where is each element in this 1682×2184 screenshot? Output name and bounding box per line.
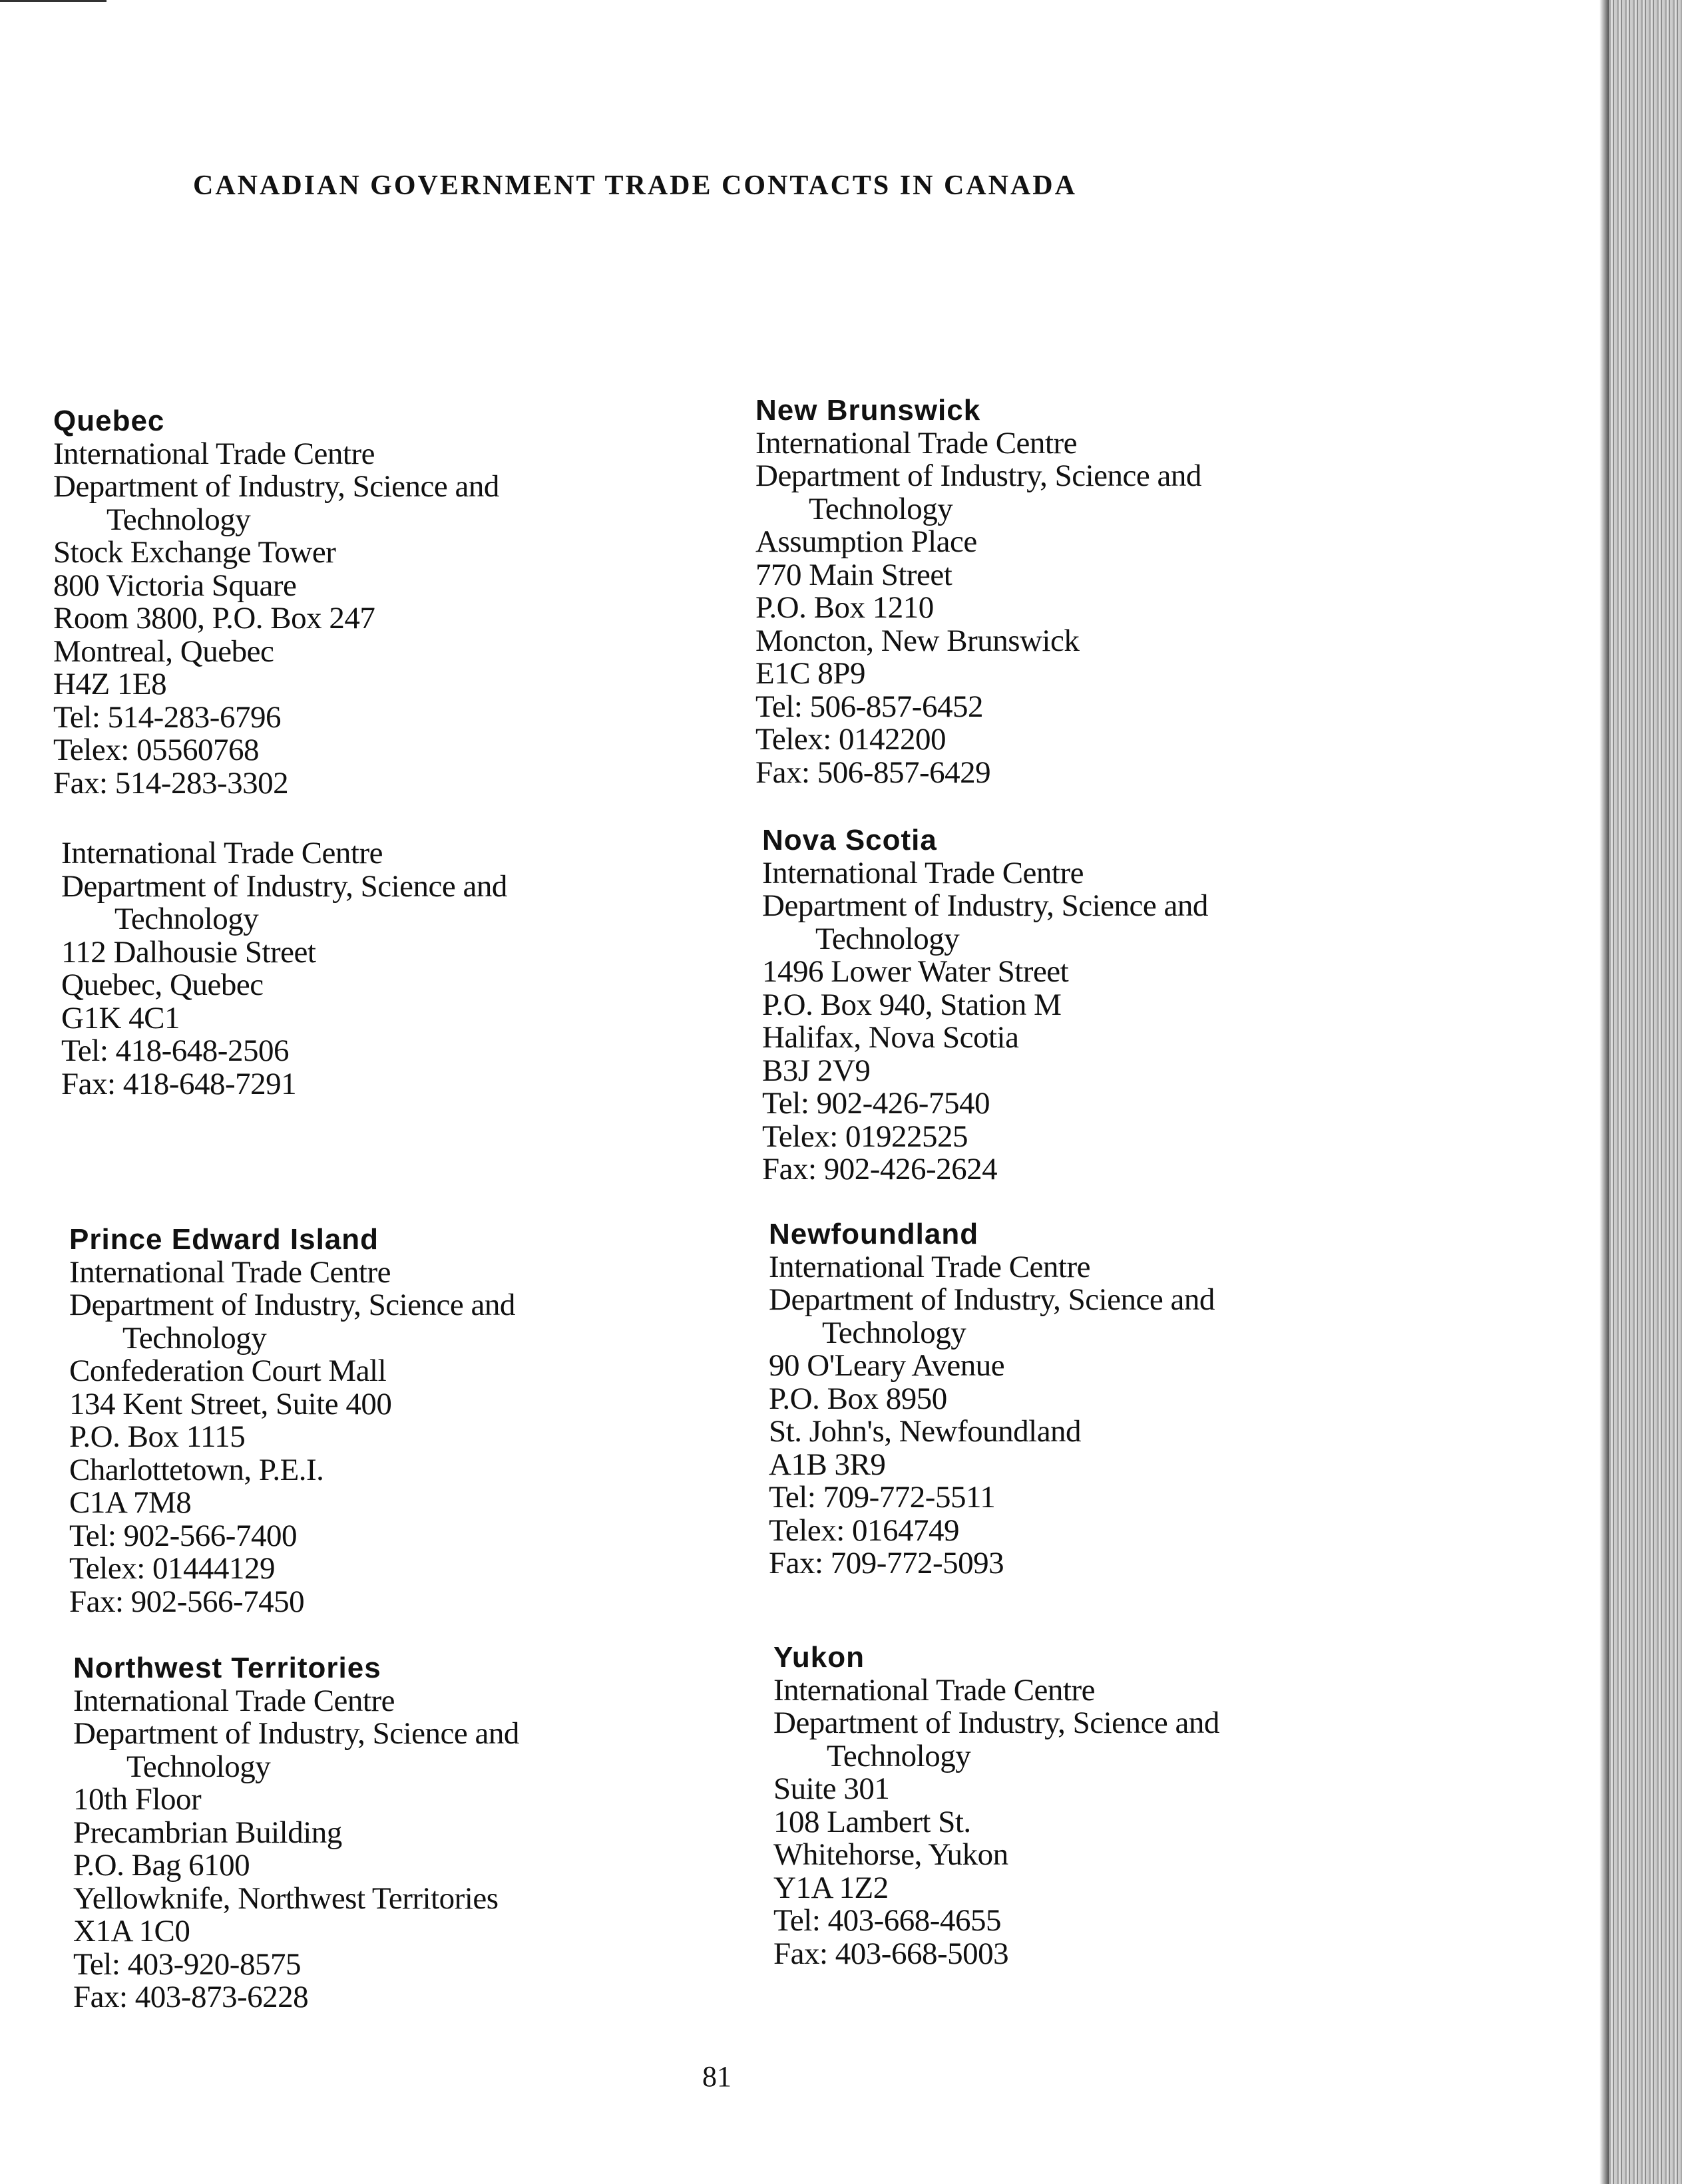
address-line: B3J 2V9	[762, 1053, 871, 1088]
section-heading: Northwest Territories	[73, 1652, 381, 1684]
address-line: Confederation Court Mall	[69, 1354, 387, 1388]
address-line: Tel: 514-283-6796	[53, 699, 281, 735]
address-line: Fax: 514-283-3302	[53, 765, 289, 801]
address-line: 90 O'Leary Avenue	[769, 1348, 1005, 1383]
address-line: Department of Industry, Science and	[755, 458, 1201, 493]
address-line: Fax: 418-648-7291	[61, 1066, 297, 1101]
address-line: Tel: 902-426-7540	[762, 1086, 990, 1121]
address-line: 770 Main Street	[755, 557, 952, 592]
address-line: Technology	[809, 491, 953, 526]
address-line: Tel: 403-920-8575	[73, 1946, 301, 1982]
address-line: Tel: 506-857-6452	[755, 689, 983, 724]
address-line: Y1A 1Z2	[773, 1870, 889, 1905]
address-line: International Trade Centre	[61, 836, 383, 870]
address-line: Whitehorse, Yukon	[773, 1837, 1008, 1872]
address-line: Fax: 709-772-5093	[769, 1546, 1004, 1580]
address-line: Montreal, Quebec	[53, 634, 274, 669]
address-line: Tel: 902-566-7400	[69, 1518, 297, 1553]
address-line: 800 Victoria Square	[53, 568, 297, 603]
contact-prince-edward-island	[69, 1223, 515, 1618]
contact-quebec-city	[61, 837, 507, 1101]
address-line: Technology	[822, 1315, 966, 1350]
address-line: C1A 7M8	[69, 1485, 192, 1520]
address-line: 1496 Lower Water Street	[762, 954, 1069, 989]
page-edge-shadow	[1599, 0, 1609, 2184]
address-line: International Trade Centre	[762, 855, 1084, 890]
address-line: Department of Industry, Science and	[769, 1282, 1215, 1317]
address-line: Technology	[827, 1738, 971, 1773]
address-line: P.O. Bag 6100	[73, 1848, 250, 1883]
address-line: Charlottetown, P.E.I.	[69, 1452, 324, 1487]
address-line: Fax: 902-426-2624	[762, 1152, 998, 1186]
address-line: X1A 1C0	[73, 1914, 190, 1948]
address-line: International Trade Centre	[773, 1672, 1095, 1708]
address-line: Moncton, New Brunswick	[755, 623, 1080, 658]
section-heading: Newfoundland	[769, 1218, 979, 1250]
contact-new-brunswick	[755, 394, 1201, 789]
address-line: Fax: 902-566-7450	[69, 1584, 305, 1619]
address-line: Halifax, Nova Scotia	[762, 1020, 1019, 1055]
address-line: Department of Industry, Science and	[773, 1706, 1219, 1740]
section-heading: Quebec	[53, 405, 165, 437]
address-line: G1K 4C1	[61, 1000, 180, 1035]
address-line: Technology	[126, 1749, 271, 1784]
address-line: Precambrian Building	[73, 1815, 342, 1850]
contact-northwest-territories	[73, 1652, 519, 2014]
address-line: P.O. Box 1210	[755, 590, 934, 625]
address-line: Telex: 0164749	[769, 1513, 960, 1548]
address-line: International Trade Centre	[755, 425, 1077, 460]
top-rule	[0, 0, 106, 2]
address-line: 108 Lambert St.	[773, 1804, 971, 1839]
address-line: International Trade Centre	[73, 1683, 395, 1718]
address-line: Technology	[122, 1320, 267, 1356]
address-line: Telex: 0142200	[755, 722, 946, 757]
address-line: St. John's, Newfoundland	[769, 1414, 1082, 1449]
address-line: Telex: 05560768	[53, 733, 260, 767]
address-line: Department of Industry, Science and	[69, 1288, 515, 1322]
address-line: Tel: 418-648-2506	[61, 1033, 289, 1068]
section-heading: Nova Scotia	[762, 824, 937, 856]
address-line: International Trade Centre	[53, 436, 375, 471]
address-line: E1C 8P9	[755, 656, 865, 691]
address-line: International Trade Centre	[769, 1249, 1090, 1284]
address-line: A1B 3R9	[769, 1447, 886, 1482]
address-line: Suite 301	[773, 1771, 890, 1806]
address-line: Room 3800, P.O. Box 247	[53, 601, 375, 636]
address-line: Technology	[106, 502, 251, 537]
address-line: P.O. Box 1115	[69, 1419, 246, 1454]
address-line: Department of Industry, Science and	[61, 868, 507, 904]
address-line: Tel: 709-772-5511	[769, 1480, 996, 1515]
section-heading: New Brunswick	[755, 394, 981, 427]
contact-yukon	[773, 1641, 1219, 1970]
address-line: Assumption Place	[755, 524, 977, 559]
address-line: Technology	[114, 902, 259, 936]
address-line: Stock Exchange Tower	[53, 535, 336, 570]
address-line: Fax: 403-668-5003	[773, 1936, 1009, 1971]
address-line: Yellowknife, Northwest Territories	[73, 1881, 499, 1916]
address-line: P.O. Box 8950	[769, 1381, 947, 1416]
address-line: Fax: 403-873-6228	[73, 1980, 309, 2014]
contact-newfoundland	[769, 1218, 1215, 1580]
address-line: P.O. Box 940, Station M	[762, 987, 1062, 1022]
section-heading: Yukon	[773, 1641, 865, 1674]
address-line: Department of Industry, Science and	[762, 888, 1208, 923]
address-line: 134 Kent Street, Suite 400	[69, 1386, 392, 1421]
address-line: International Trade Centre	[69, 1254, 391, 1290]
page-number: 81	[702, 2060, 732, 2093]
address-line: Telex: 01922525	[762, 1119, 968, 1154]
page-title: CANADIAN GOVERNMENT TRADE CONTACTS IN CANADA	[193, 170, 1077, 201]
section-heading: Prince Edward Island	[69, 1223, 379, 1256]
address-line: Department of Industry, Science and	[53, 469, 499, 504]
address-line: 112 Dalhousie Street	[61, 934, 316, 970]
address-line: Technology	[815, 921, 960, 956]
contact-quebec-montreal	[53, 405, 499, 800]
address-line: Department of Industry, Science and	[73, 1716, 519, 1751]
contact-nova-scotia	[762, 824, 1208, 1186]
address-line: H4Z 1E8	[53, 667, 167, 701]
address-line: Tel: 403-668-4655	[773, 1903, 1001, 1938]
scanned-page-edge	[1609, 0, 1682, 2184]
address-line: Quebec, Quebec	[61, 968, 264, 1002]
address-line: Telex: 01444129	[69, 1551, 276, 1586]
address-line: Fax: 506-857-6429	[755, 755, 991, 790]
address-line: 10th Floor	[73, 1782, 202, 1817]
